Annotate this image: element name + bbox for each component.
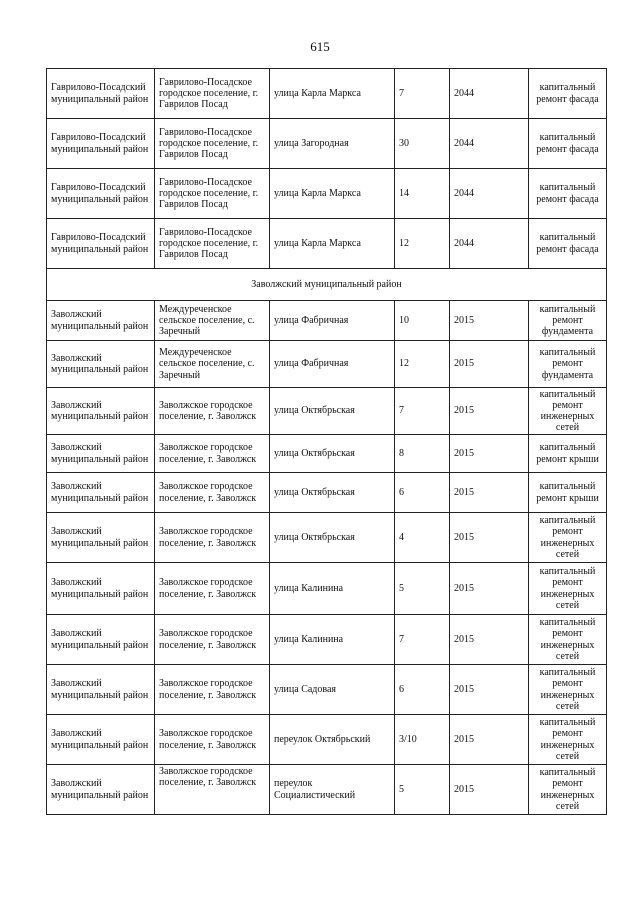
house-number-cell: 6 [395, 665, 450, 715]
house-number-cell: 5 [395, 563, 450, 615]
table-row [47, 615, 607, 665]
year-cell: 2015 [450, 473, 529, 513]
settlement-cell: Заволжское городское поселение, г. Заволжск [155, 513, 270, 563]
district-cell: Заволжский муниципальный район [47, 665, 155, 715]
settlement-cell: Заволжское городское поселение, г. Заволжск [155, 563, 270, 615]
table-row [47, 301, 607, 341]
district-cell: Гаврилово-Посадский муниципальный район [47, 169, 155, 219]
table-row [47, 388, 607, 435]
section-header-row [47, 269, 607, 301]
district-cell: Заволжский муниципальный район [47, 563, 155, 615]
house-number-cell: 7 [395, 615, 450, 665]
work-type-cell: капитальный ремонт инженерных сетей [529, 765, 607, 815]
district-cell: Заволжский муниципальный район [47, 473, 155, 513]
settlement-cell: Заволжское городское поселение, г. Заволжск [155, 615, 270, 665]
street-cell: улица Карла Маркса [270, 69, 395, 119]
table-row [47, 665, 607, 715]
settlement-cell: Междуреченское сельское поселение, с. Заречный [155, 341, 270, 388]
house-number-cell: 8 [395, 435, 450, 473]
street-cell: улица Октябрьская [270, 435, 395, 473]
table-row [47, 119, 607, 169]
section-title: Заволжский муниципальный район [47, 269, 607, 301]
street-cell: переулок Октябрьский [270, 715, 395, 765]
work-type-cell: капитальный ремонт фасада [529, 69, 607, 119]
work-type-cell: капитальный ремонт крыши [529, 473, 607, 513]
year-cell: 2015 [450, 665, 529, 715]
street-cell: улица Фабричная [270, 341, 395, 388]
settlement-cell: Заволжское городское поселение, г. Заволжск [155, 388, 270, 435]
house-number-cell: 7 [395, 388, 450, 435]
district-cell: Заволжский муниципальный район [47, 615, 155, 665]
year-cell: 2015 [450, 563, 529, 615]
house-number-cell: 6 [395, 473, 450, 513]
work-type-cell: капитальный ремонт фасада [529, 119, 607, 169]
district-cell: Заволжский муниципальный район [47, 341, 155, 388]
house-number-cell: 3/10 [395, 715, 450, 765]
work-type-cell: капитальный ремонт инженерных сетей [529, 563, 607, 615]
settlement-cell: Заволжское городское поселение, г. Заволжск [155, 765, 270, 815]
street-cell: улица Карла Маркса [270, 219, 395, 269]
year-cell: 2015 [450, 388, 529, 435]
settlement-cell: Заволжское городское поселение, г. Заволжск [155, 473, 270, 513]
house-number-cell: 4 [395, 513, 450, 563]
work-type-cell: капитальный ремонт инженерных сетей [529, 513, 607, 563]
settlement-cell: Гаврилово-Посадское городское поселение, г. Гаврилов Посад [155, 119, 270, 169]
settlement-cell: Заволжское городское поселение, г. Заволжск [155, 665, 270, 715]
table-row [47, 473, 607, 513]
house-number-cell: 14 [395, 169, 450, 219]
street-cell: улица Фабричная [270, 301, 395, 341]
street-cell: улица Октябрьская [270, 473, 395, 513]
table-row [47, 765, 607, 815]
work-type-cell: капитальный ремонт фасада [529, 219, 607, 269]
page-number: 615 [310, 39, 330, 54]
year-cell: 2015 [450, 715, 529, 765]
work-type-cell: капитальный ремонт фундамента [529, 301, 607, 341]
district-cell: Заволжский муниципальный район [47, 435, 155, 473]
work-type-cell: капитальный ремонт инженерных сетей [529, 388, 607, 435]
work-type-cell: капитальный ремонт инженерных сетей [529, 715, 607, 765]
district-cell: Заволжский муниципальный район [47, 388, 155, 435]
table-row [47, 435, 607, 473]
year-cell: 2044 [450, 219, 529, 269]
street-cell: улица Октябрьская [270, 388, 395, 435]
settlement-cell: Гаврилово-Посадское городское поселение, г. Гаврилов Посад [155, 169, 270, 219]
table-row [47, 715, 607, 765]
year-cell: 2015 [450, 513, 529, 563]
year-cell: 2044 [450, 119, 529, 169]
year-cell: 2015 [450, 301, 529, 341]
settlement-cell: Междуреченское сельское поселение, с. Заречный [155, 301, 270, 341]
table-row [47, 169, 607, 219]
street-cell: улица Садовая [270, 665, 395, 715]
settlement-cell: Гаврилово-Посадское городское поселение, г. Гаврилов Посад [155, 219, 270, 269]
settlement-cell: Заволжское городское поселение, г. Заволжск [155, 715, 270, 765]
settlement-cell: Заволжское городское поселение, г. Заволжск [155, 435, 270, 473]
district-cell: Заволжский муниципальный район [47, 765, 155, 815]
work-type-cell: капитальный ремонт инженерных сетей [529, 615, 607, 665]
street-cell: переулок Социалистический [270, 765, 395, 815]
street-cell: улица Октябрьская [270, 513, 395, 563]
year-cell: 2015 [450, 435, 529, 473]
district-cell: Гаврилово-Посадский муниципальный район [47, 119, 155, 169]
street-cell: улица Калинина [270, 615, 395, 665]
table-row [47, 563, 607, 615]
table-row [47, 69, 607, 119]
house-number-cell: 5 [395, 765, 450, 815]
table-row [47, 341, 607, 388]
house-number-cell: 12 [395, 219, 450, 269]
settlement-cell: Гаврилово-Посадское городское поселение, г. Гаврилов Посад [155, 69, 270, 119]
house-number-cell: 10 [395, 301, 450, 341]
district-cell: Заволжский муниципальный район [47, 715, 155, 765]
housing-repair-table [46, 68, 607, 815]
work-type-cell: капитальный ремонт фундамента [529, 341, 607, 388]
work-type-cell: капитальный ремонт фасада [529, 169, 607, 219]
district-cell: Гаврилово-Посадский муниципальный район [47, 69, 155, 119]
year-cell: 2015 [450, 765, 529, 815]
house-number-cell: 30 [395, 119, 450, 169]
street-cell: улица Калинина [270, 563, 395, 615]
year-cell: 2044 [450, 69, 529, 119]
street-cell: улица Загородная [270, 119, 395, 169]
street-cell: улица Карла Маркса [270, 169, 395, 219]
year-cell: 2044 [450, 169, 529, 219]
district-cell: Гаврилово-Посадский муниципальный район [47, 219, 155, 269]
work-type-cell: капитальный ремонт инженерных сетей [529, 665, 607, 715]
table-row [47, 219, 607, 269]
district-cell: Заволжский муниципальный район [47, 301, 155, 341]
district-cell: Заволжский муниципальный район [47, 513, 155, 563]
house-number-cell: 12 [395, 341, 450, 388]
house-number-cell: 7 [395, 69, 450, 119]
work-type-cell: капитальный ремонт крыши [529, 435, 607, 473]
table-row [47, 513, 607, 563]
year-cell: 2015 [450, 341, 529, 388]
year-cell: 2015 [450, 615, 529, 665]
